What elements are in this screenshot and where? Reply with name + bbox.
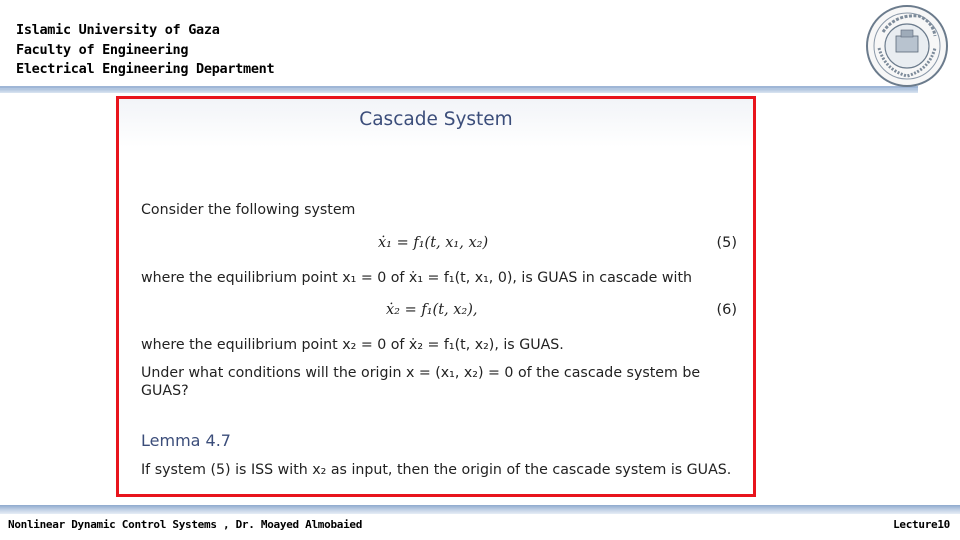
lecture-slide (116, 96, 756, 497)
slide-content (119, 99, 753, 494)
department-name: Electrical Engineering Department (16, 61, 275, 77)
university-seal-icon (865, 4, 949, 88)
lecture-number: Lecture10 (893, 518, 950, 531)
question-line-1: Under what conditions will the origin x = (x₁, x₂) = 0 of the cascade system be (141, 365, 701, 381)
equation-6-number: (6) (716, 302, 737, 318)
slide-title: Cascade System (359, 109, 513, 130)
header-block (16, 21, 274, 80)
question-line-2: GUAS? (141, 383, 189, 399)
faculty-name: Faculty of Engineering (16, 41, 189, 58)
equation-5-number: (5) (716, 235, 737, 251)
where-clause-2: where the equilibrium point x₂ = 0 of ẋ₂ = f₁(t, x₂), is GUAS. (141, 337, 564, 353)
lemma-title: Lemma 4.7 (141, 431, 231, 450)
lemma-text: If system (5) is ISS with x₂ as input, then the origin of the cascade system is GUAS. (141, 462, 732, 478)
footer-divider (0, 505, 960, 514)
where-clause-1: where the equilibrium point x₁ = 0 of ẋ₁ = f₁(t, x₁, 0), is GUAS in cascade with (141, 270, 693, 286)
intro-text: Consider the following system (141, 202, 356, 218)
header-divider (0, 86, 918, 93)
equation-5: ẋ₁ = f₁(t, x₁, x₂) (378, 235, 489, 251)
equation-6: ẋ₂ = f₁(t, x₂), (386, 302, 478, 318)
university-name: Islamic University of Gaza (16, 22, 220, 38)
course-footer: Nonlinear Dynamic Control Systems , Dr. Moayed Almobaied (8, 518, 363, 531)
